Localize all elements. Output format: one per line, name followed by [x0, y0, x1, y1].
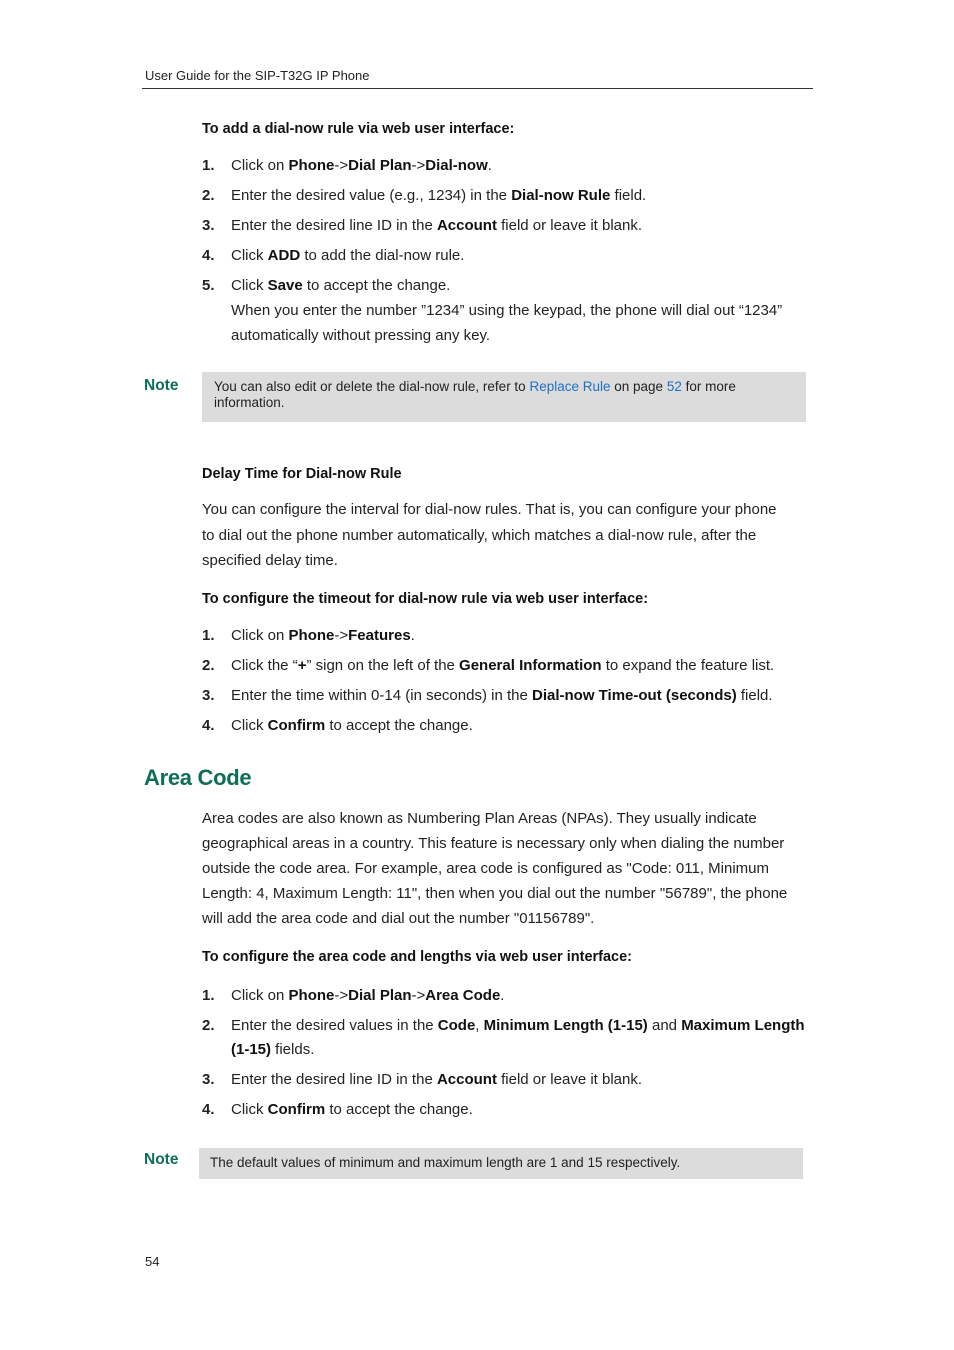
note-label: Note: [144, 377, 179, 394]
timeout-step-4: 4. Click Confirm to accept the change.: [202, 717, 473, 734]
timeout-step-2: 2. Click the “+” sign on the left of the General Information to expand the feature list.: [202, 657, 775, 674]
step-2: 2. Enter the desired value (e.g., 1234) in the Dial-now Rule field.: [202, 187, 647, 204]
note-label-2: Note: [144, 1151, 179, 1168]
procedure-title-add-dial-now: To add a dial-now rule via web user interface:: [202, 121, 515, 137]
page-52-link[interactable]: 52: [666, 379, 682, 394]
step-3: 3. Enter the desired line ID in the Account field or leave it blank.: [202, 217, 643, 234]
area-step-1: 1. Click on Phone->Dial Plan->Area Code.: [202, 987, 505, 1004]
step-5: 5. Click Save to accept the change.: [202, 277, 451, 294]
replace-rule-link[interactable]: Replace Rule: [529, 379, 611, 394]
area-step-3: 3. Enter the desired line ID in the Account field or leave it blank.: [202, 1071, 643, 1088]
note-text: You can also edit or delete the dial-now rule, refer to Replace Rule on page 52 for more: [214, 379, 736, 394]
procedure-title-area-code: To configure the area code and lengths via web user interface:: [202, 949, 633, 965]
section-heading-area-code: Area Code: [144, 765, 252, 790]
step-4: 4. Click ADD to add the dial-now rule.: [202, 247, 465, 264]
step-5-explanation-line-1: When you enter the number ”1234” using the keypad, the phone will dial out “1234”: [231, 302, 783, 319]
area-code-paragraph: Area codes are also known as Numbering Plan Areas (NPAs). They usually indicate geographical areas in a country. This feature is necessary only when dialing the number outside the code area. For example, area code is configured as "Code: 011, Minimum Length: 4, Maximum Length: 11", then when you dial out the number "56789", the phone will add the area code and dial out the number "01156789".: [202, 810, 788, 927]
header-rule: [142, 88, 813, 89]
section-heading-delay-time: Delay Time for Dial-now Rule: [202, 466, 402, 482]
page-number: 54: [145, 1254, 160, 1269]
step-1: 1. Click on Phone->Dial Plan->Dial-now.: [202, 157, 492, 174]
note-text-line-2: information.: [214, 395, 285, 410]
area-step-2: 2. Enter the desired values in the Code, Minimum Length (1-15) and Maximum Length: [202, 1017, 805, 1034]
running-header: User Guide for the SIP-T32G IP Phone: [145, 68, 370, 83]
procedure-title-timeout: To configure the timeout for dial-now rule via web user interface:: [202, 591, 649, 607]
note-box: [202, 372, 806, 422]
area-step-4: 4. Click Confirm to accept the change.: [202, 1101, 473, 1118]
step-5-explanation-line-2: automatically without pressing any key.: [231, 327, 491, 344]
timeout-step-3: 3. Enter the time within 0-14 (in seconds) in the Dial-now Time-out (seconds) field.: [202, 687, 773, 704]
note-text-2: The default values of minimum and maximum length are 1 and 15 respectively.: [210, 1155, 681, 1170]
area-step-2-continuation: (1-15) fields.: [231, 1041, 315, 1058]
timeout-step-1: 1. Click on Phone->Features.: [202, 627, 415, 644]
delay-time-paragraph: You can configure the interval for dial-now rules. That is, you can configure your phone to dial out the phone number automatically, which matches a dial-now rule, after the specified delay time.: [202, 501, 777, 569]
note-box-2: [199, 1148, 803, 1179]
